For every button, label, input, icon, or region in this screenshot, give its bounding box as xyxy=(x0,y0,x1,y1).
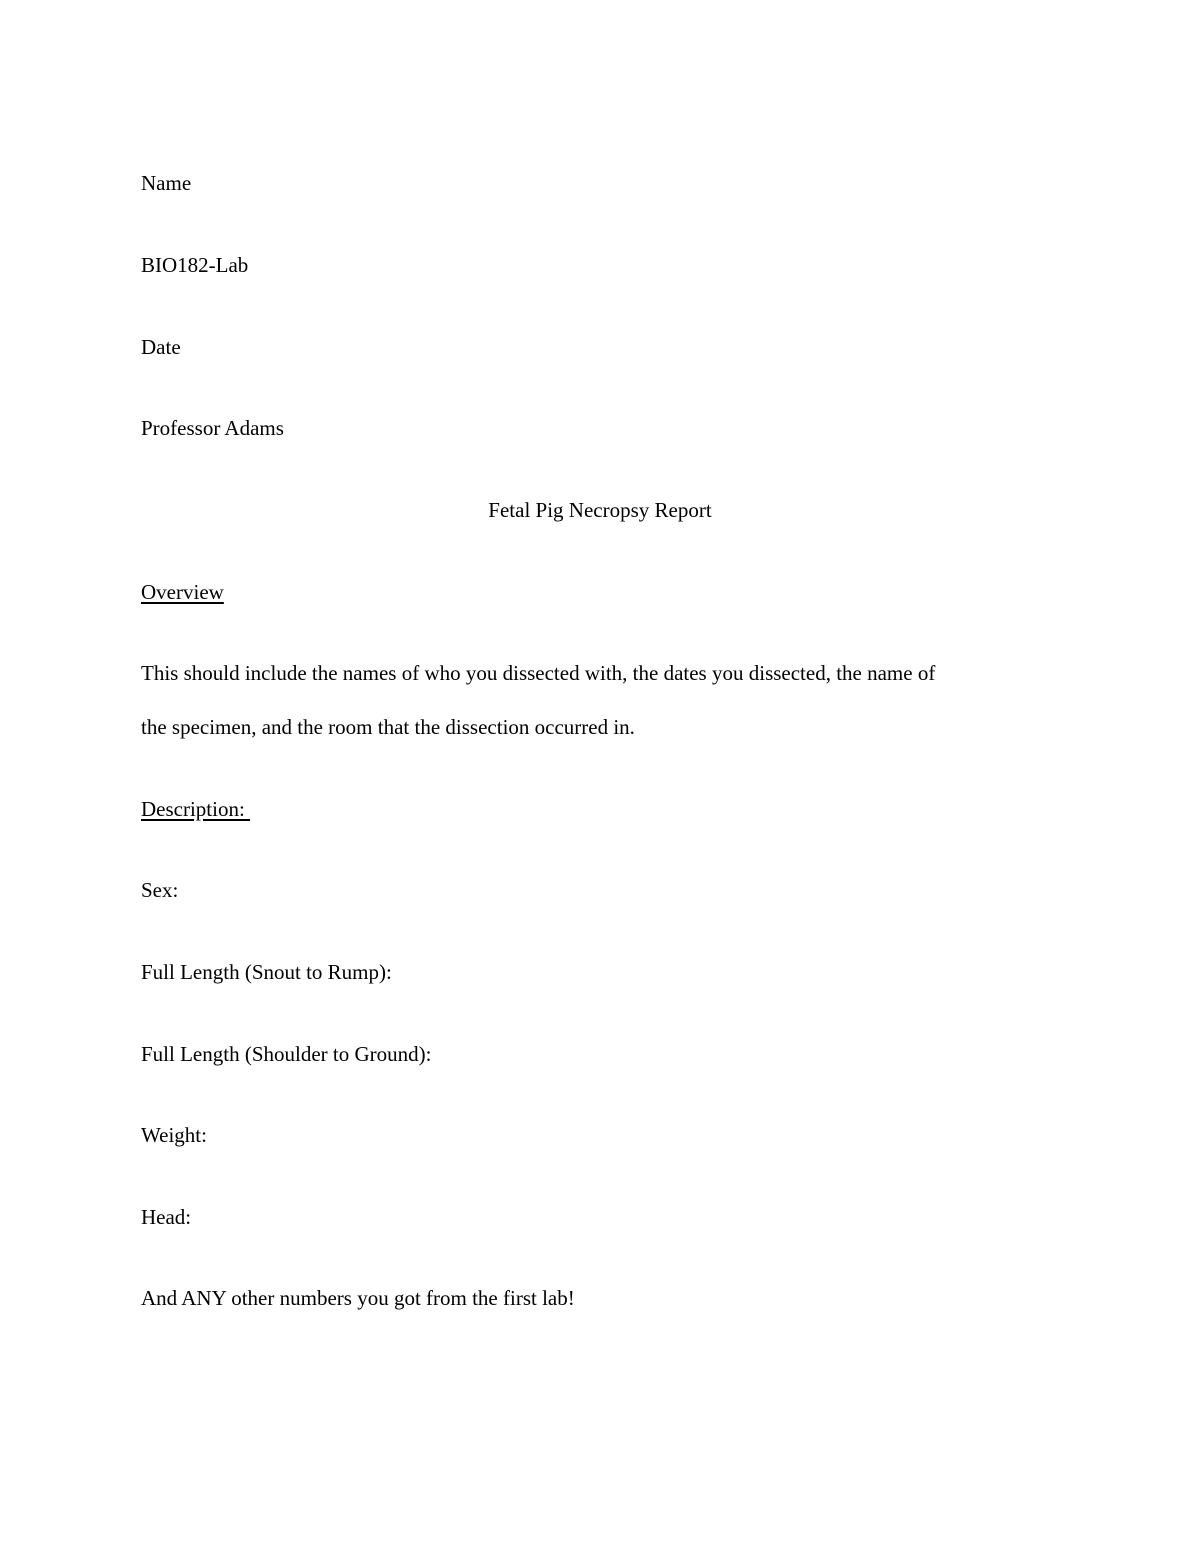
field-length-snout-rump: Full Length (Snout to Rump): xyxy=(141,960,392,984)
student-name-line: Name xyxy=(141,171,192,195)
report-title: Fetal Pig Necropsy Report xyxy=(488,498,712,522)
professor-line: Professor Adams xyxy=(141,416,284,440)
overview-heading: Overview xyxy=(141,580,224,604)
overview-text-line-1: This should include the names of who you dissected with, the dates you dissected, the name of xyxy=(141,661,936,685)
description-heading: Description: xyxy=(141,797,251,821)
field-sex: Sex: xyxy=(141,878,179,902)
field-head: Head: xyxy=(141,1205,192,1229)
other-numbers-note: And ANY other numbers you got from the first lab! xyxy=(141,1286,575,1310)
course-line: BIO182-Lab xyxy=(141,253,249,277)
overview-text-line-2: the specimen, and the room that the dissection occurred in. xyxy=(141,715,635,739)
date-line: Date xyxy=(141,335,181,359)
field-length-shoulder-ground: Full Length (Shoulder to Ground): xyxy=(141,1042,432,1066)
field-weight: Weight: xyxy=(141,1123,207,1147)
